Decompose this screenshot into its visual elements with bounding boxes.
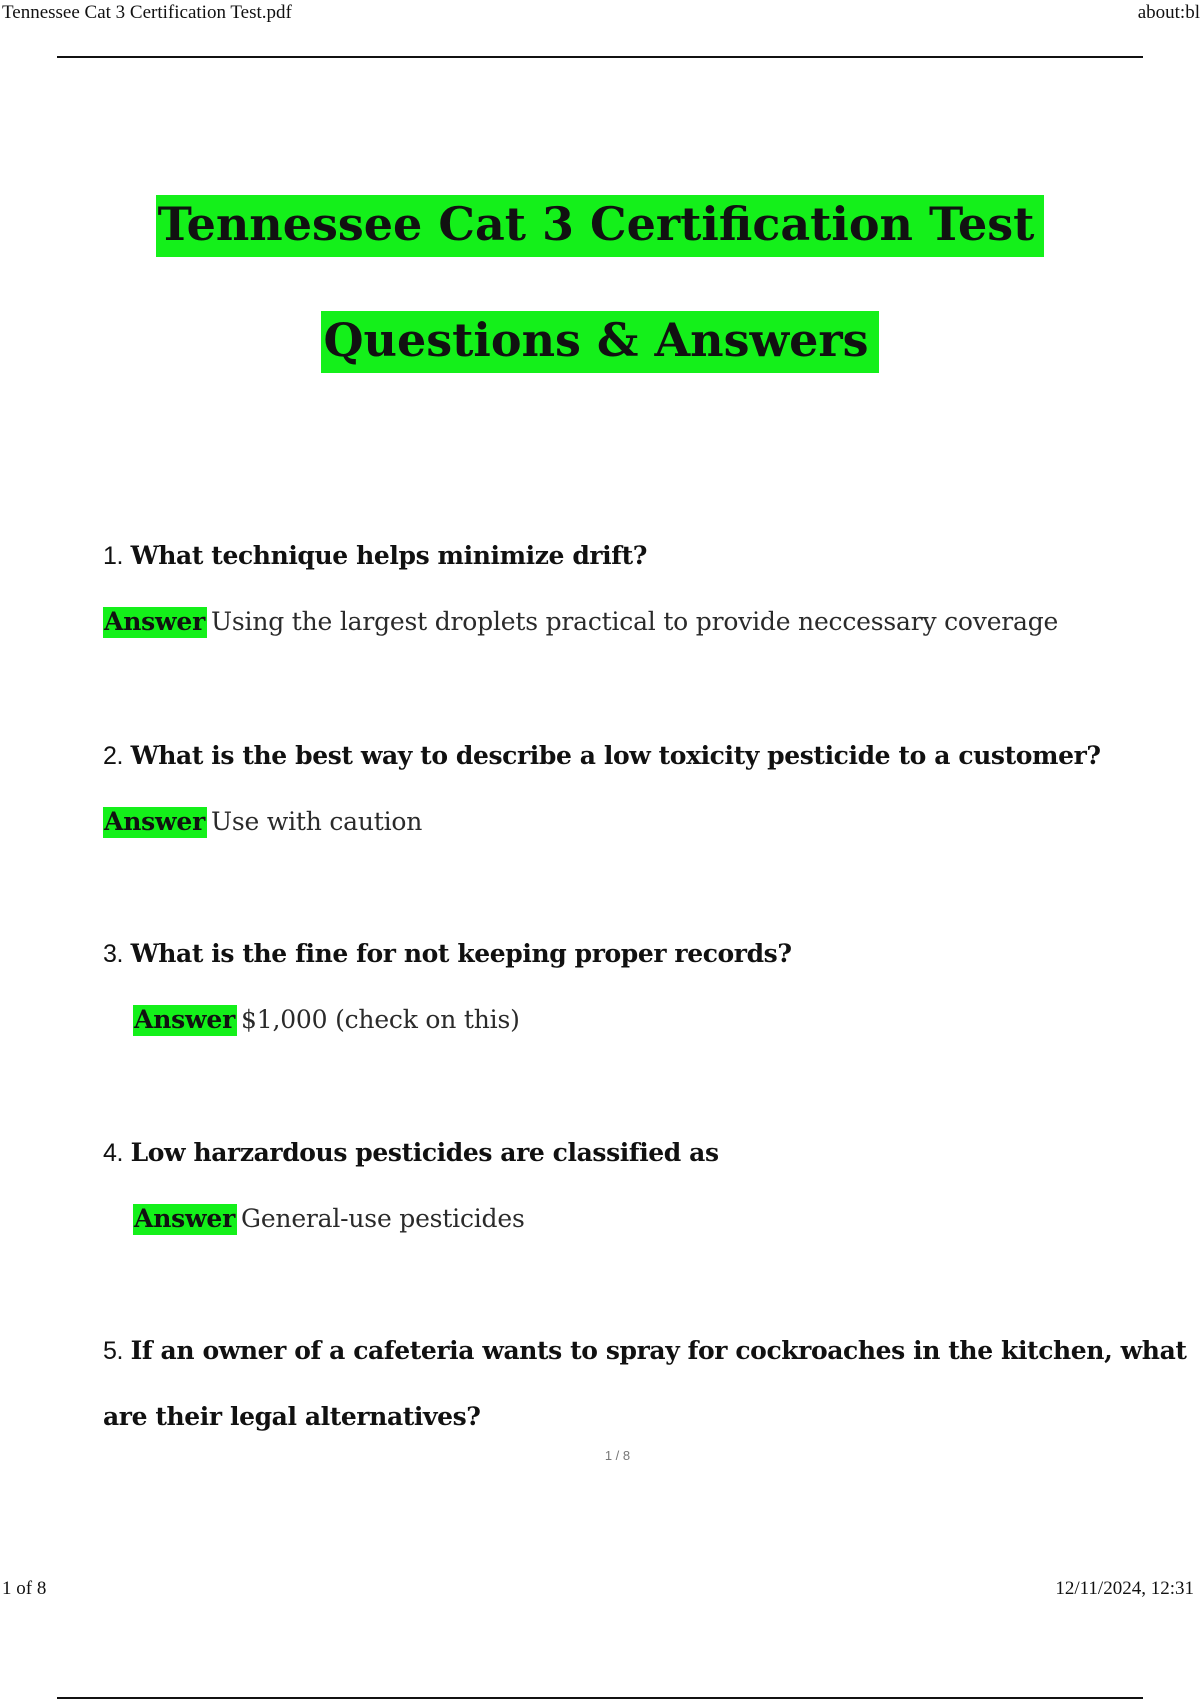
question-5 (103, 1335, 1187, 1367)
answer-label-highlight: Answer (134, 1204, 236, 1233)
question-text: What is the fine for not keeping proper records? (130, 939, 792, 968)
answer-1 (103, 606, 1058, 638)
question-5-continued (103, 1401, 481, 1433)
answer-3 (133, 1004, 520, 1036)
document-title-line-2 (0, 312, 1200, 368)
answer-text: Using the largest droplets practical to provide neccessary coverage (211, 607, 1059, 636)
answer-text: General-use pesticides (241, 1204, 525, 1233)
header-divider (57, 56, 1143, 58)
answer-text: $1,000 (check on this) (241, 1005, 520, 1034)
question-text: If an owner of a cafeteria wants to spray for cockroaches in the kitchen, what (130, 1336, 1187, 1365)
question-text: What is the best way to describe a low toxicity pesticide to a customer? (130, 741, 1101, 770)
question-number: 4. (103, 1139, 124, 1167)
question-text: What technique helps minimize drift? (130, 541, 648, 570)
answer-label-highlight: Answer (104, 807, 206, 836)
answer-4 (133, 1203, 525, 1235)
print-footer-page: 1 of 8 (2, 1578, 47, 1599)
question-1 (103, 540, 647, 572)
print-header-filename: Tennessee Cat 3 Certification Test.pdf (2, 2, 292, 23)
page-counter: 1 / 8 (604, 1448, 631, 1463)
question-number: 1. (103, 542, 124, 570)
question-number: 2. (103, 742, 124, 770)
question-number: 3. (103, 940, 124, 968)
footer-divider (57, 1697, 1143, 1699)
question-3 (103, 938, 792, 970)
document-title-line-1 (0, 196, 1200, 252)
document-title-highlight-1: Tennessee Cat 3 Certification Test (156, 195, 1045, 257)
document-title-highlight-2: Questions & Answers (321, 311, 878, 373)
question-number: 5. (103, 1337, 124, 1365)
question-2 (103, 740, 1101, 772)
answer-label-highlight: Answer (104, 607, 206, 636)
question-4 (103, 1137, 719, 1169)
answer-text: Use with caution (211, 807, 423, 836)
print-header-url: about:bl (1137, 2, 1200, 23)
answer-2 (103, 806, 422, 838)
question-text: Low harzardous pesticides are classified as (130, 1138, 719, 1167)
print-footer-timestamp: 12/11/2024, 12:31 (1055, 1578, 1194, 1599)
answer-label-highlight: Answer (134, 1005, 236, 1034)
question-text-continued: are their legal alternatives? (103, 1402, 481, 1431)
